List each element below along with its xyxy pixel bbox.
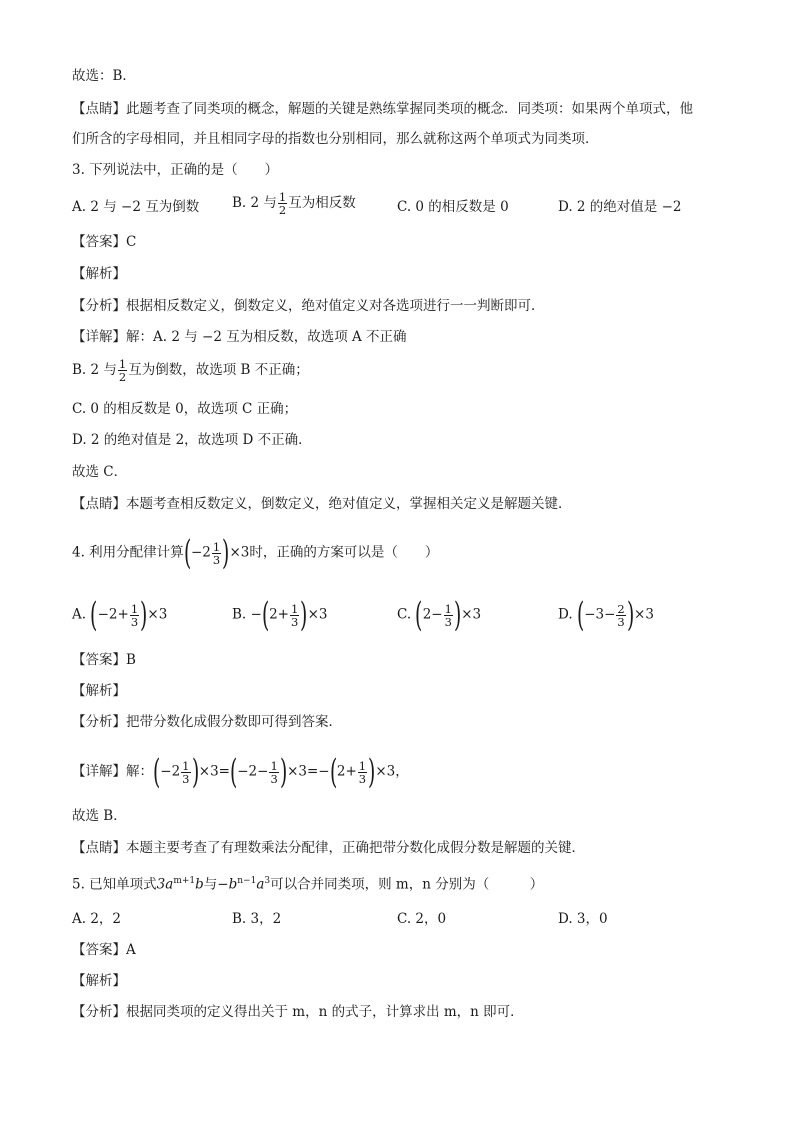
- question-4: 4. 利用分配律计算(−2 $\frac{1}{3}$ )×3时，正确的方案可以是（ ）: [72, 533, 439, 573]
- text-line: 故选：B．: [72, 68, 136, 84]
- text-line: D. 2 的绝对值是 2，故选项 D 不正确．: [72, 432, 312, 448]
- q5-option-b: B. 3，2: [232, 911, 282, 927]
- text-line: 【详解】解：A. 2 与 −2 互为相反数，故选项 A 不正确: [72, 329, 407, 345]
- analysis-label: 【解析】: [72, 683, 126, 699]
- q5-option-c: C. 2，0: [397, 911, 447, 927]
- q3-option-b-post: 互为相反数: [288, 195, 356, 211]
- q4-option-a: A. (−2+ $\frac{1}{3}$ )×3: [72, 595, 168, 635]
- text-line: 【点睛】本题主要考查了有理数乘法分配律，正确把带分数化成假分数是解题的关键．: [72, 840, 585, 856]
- text-line: 故选 C．: [72, 464, 128, 480]
- text-line: C. 0 的相反数是 0，故选项 C 正确；: [72, 401, 298, 417]
- answer-label: 【答案】B: [72, 652, 136, 668]
- question-5: 5. 已知单项式$3a^{m+1}b$与$-b^{n-1}a^3$可以合并同类项，则 m，n 分别为（ ）: [72, 876, 544, 893]
- q4-detail: 【详解】解：(−2 $\frac{1}{3}$ )×3=(−2− $\frac{1}{3}$ )×3=−(2+ $\frac{1}{3}$ )×3，: [72, 752, 409, 792]
- q3-option-b-pre: B. 2 与: [232, 195, 277, 211]
- text-line: 【分析】根据相反数定义，倒数定义，绝对值定义对各选项进行一一判断即可．: [72, 298, 545, 314]
- q3-option-c: C. 0 的相反数是 0: [397, 199, 509, 215]
- q3-option-d: D. 2 的绝对值是 −2: [558, 199, 682, 215]
- q5-option-a: A. 2，2: [72, 911, 122, 927]
- question-3: 3. 下列说法中，正确的是（ ）: [72, 162, 279, 178]
- q5-option-d: D. 3，0: [558, 911, 608, 927]
- text-line: 【点睛】此题考查了同类项的概念，解题的关键是熟练掌握同类项的概念．同类项：如果两个单项式，他: [72, 101, 693, 117]
- analysis-label: 【解析】: [72, 973, 126, 989]
- answer-label: 【答案】C: [72, 234, 137, 250]
- text-line: 【分析】根据同类项的定义得出关于 m，n 的式子，计算求出 m，n 即可．: [72, 1004, 524, 1020]
- answer-label: 【答案】A: [72, 942, 136, 958]
- q3-option-a: A. 2 与 −2 互为倒数: [72, 199, 200, 215]
- text-line: 【点睛】本题考查相反数定义，倒数定义，绝对值定义，掌握相关定义是解题关键．: [72, 496, 572, 512]
- q3-option-b: [232, 191, 356, 216]
- text-line: B. 2 与 $\frac{1}{2}$ 互为倒数，故选项 B 不正确；: [72, 357, 309, 384]
- text-line: 们所含的字母相同，并且相同字母的指数也分别相同，那么就称这两个单项式为同类项．: [72, 131, 599, 147]
- q4-option-b: B. −(2+ $\frac{1}{3}$ )×3: [232, 595, 328, 635]
- text-line: 故选 B．: [72, 808, 127, 824]
- analysis-label: 【解析】: [72, 266, 126, 282]
- text-line: 【分析】把带分数化成假分数即可得到答案．: [72, 714, 342, 730]
- q4-option-d: D. (−3− $\frac{2}{3}$ )×3: [558, 595, 654, 635]
- q4-option-c: C. (2− $\frac{1}{3}$ )×3: [397, 595, 482, 635]
- fraction-half: $\frac{1}{2}$: [118, 357, 127, 384]
- fraction-half: $\frac{1}{2}$: [278, 190, 287, 217]
